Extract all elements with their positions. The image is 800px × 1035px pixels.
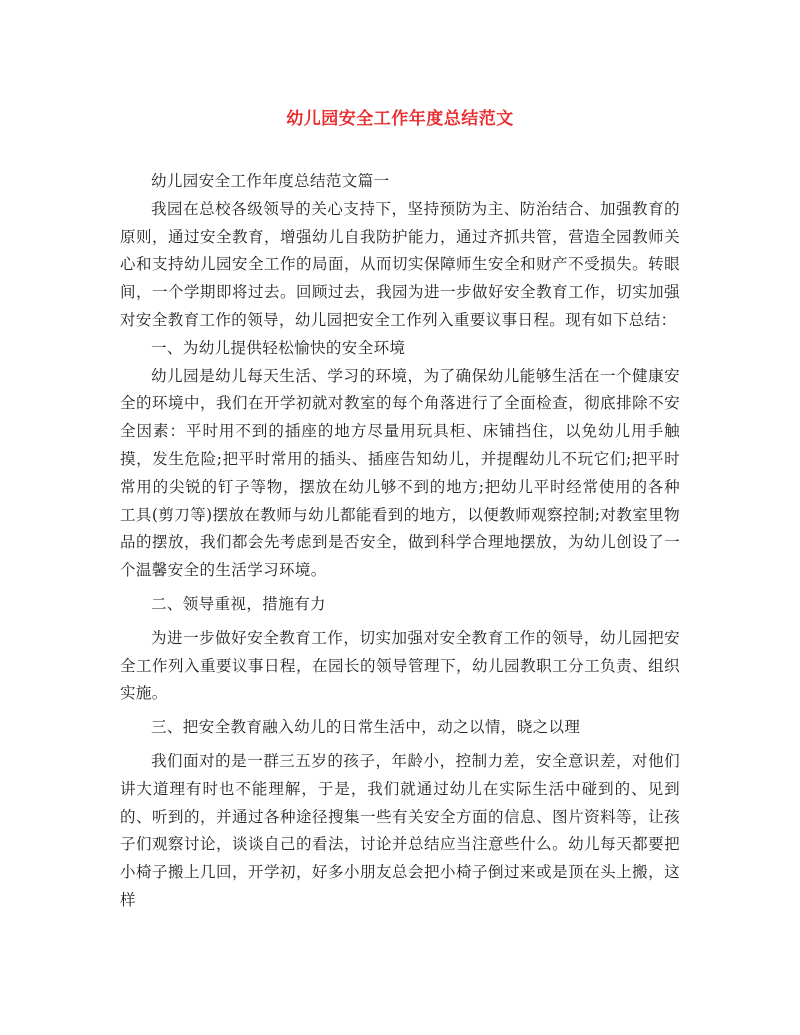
paragraph-environment: 幼儿园是幼儿每天生活、学习的环境，为了确保幼儿能够生活在一个健康安全的环境中，我们在开学初就对教室的每个角落进行了全面检查，彻底排除不安全因素：平时用不到的插座的地方尽量用玩具柜、床铺挡住，以免幼儿用手触摸，发生危险;把平时常用的插头、插座告知幼儿，并提醒幼儿不玩它们;把平时常用的尖锐的钉子等物，摆放在幼儿够不到的地方;把幼儿平时经常使用的各种工具(剪刀等)摆放在教师与幼儿都能看到的地方，以便教师观察控制;对教室里物品的摆放，我们都会先考虑到是否安全，做到科学合理地摆放，为幼儿创设了一个温馨安全的生活学习环境。 [120,366,680,580]
document-title: 幼儿园安全工作年度总结范文 [286,109,514,129]
paragraph-daily-life: 我们面对的是一群三五岁的孩子，年龄小，控制力差，安全意识差，对他们讲大道理有时也不能理解，于是，我们就通过幼儿在实际生活中碰到的、见到的、听到的，并通过各种途径搜集一些有关安全方面的信息、图片资料等，让孩子们观察讨论，谈谈自己的看法，讨论并总结应当注意些什么。幼儿每天都要把小椅子搬上几回，开学初，好多小朋友总会把小椅子倒过来或是顶在头上搬，这样 [120,751,680,909]
section-heading-article-one: 幼儿园安全工作年度总结范文篇一 [151,172,390,190]
section-heading-2: 二、领导重视，措施有力 [151,594,326,613]
section-heading-1: 一、为幼儿提供轻松愉快的安全环境 [151,338,406,357]
section-heading-3: 三、把安全教育融入幼儿的日常生活中，动之以情，晓之以理 [151,718,581,737]
paragraph-intro: 我园在总校各级领导的关心支持下，坚持预防为主、防治结合、加强教育的原则，通过安全教育，增强幼儿自我防护能力，通过齐抓共管，营造全园教师关心和支持幼儿园安全工作的局面，从而切实保障师生安全和财产不受损失。转眼间，一个学期即将过去。回顾过去，我园为进一步做好安全教育工作，切实加强对安全教育工作的领导，幼儿园把安全工作列入重要议事日程。现有如下总结： [120,199,680,329]
paragraph-leadership: 为进一步做好安全教育工作，切实加强对安全教育工作的领导，幼儿园把安全工作列入重要议事日程，在园长的领导管理下，幼儿园教职工分工负责、组织实施。 [120,628,680,703]
document-body [120,168,680,915]
